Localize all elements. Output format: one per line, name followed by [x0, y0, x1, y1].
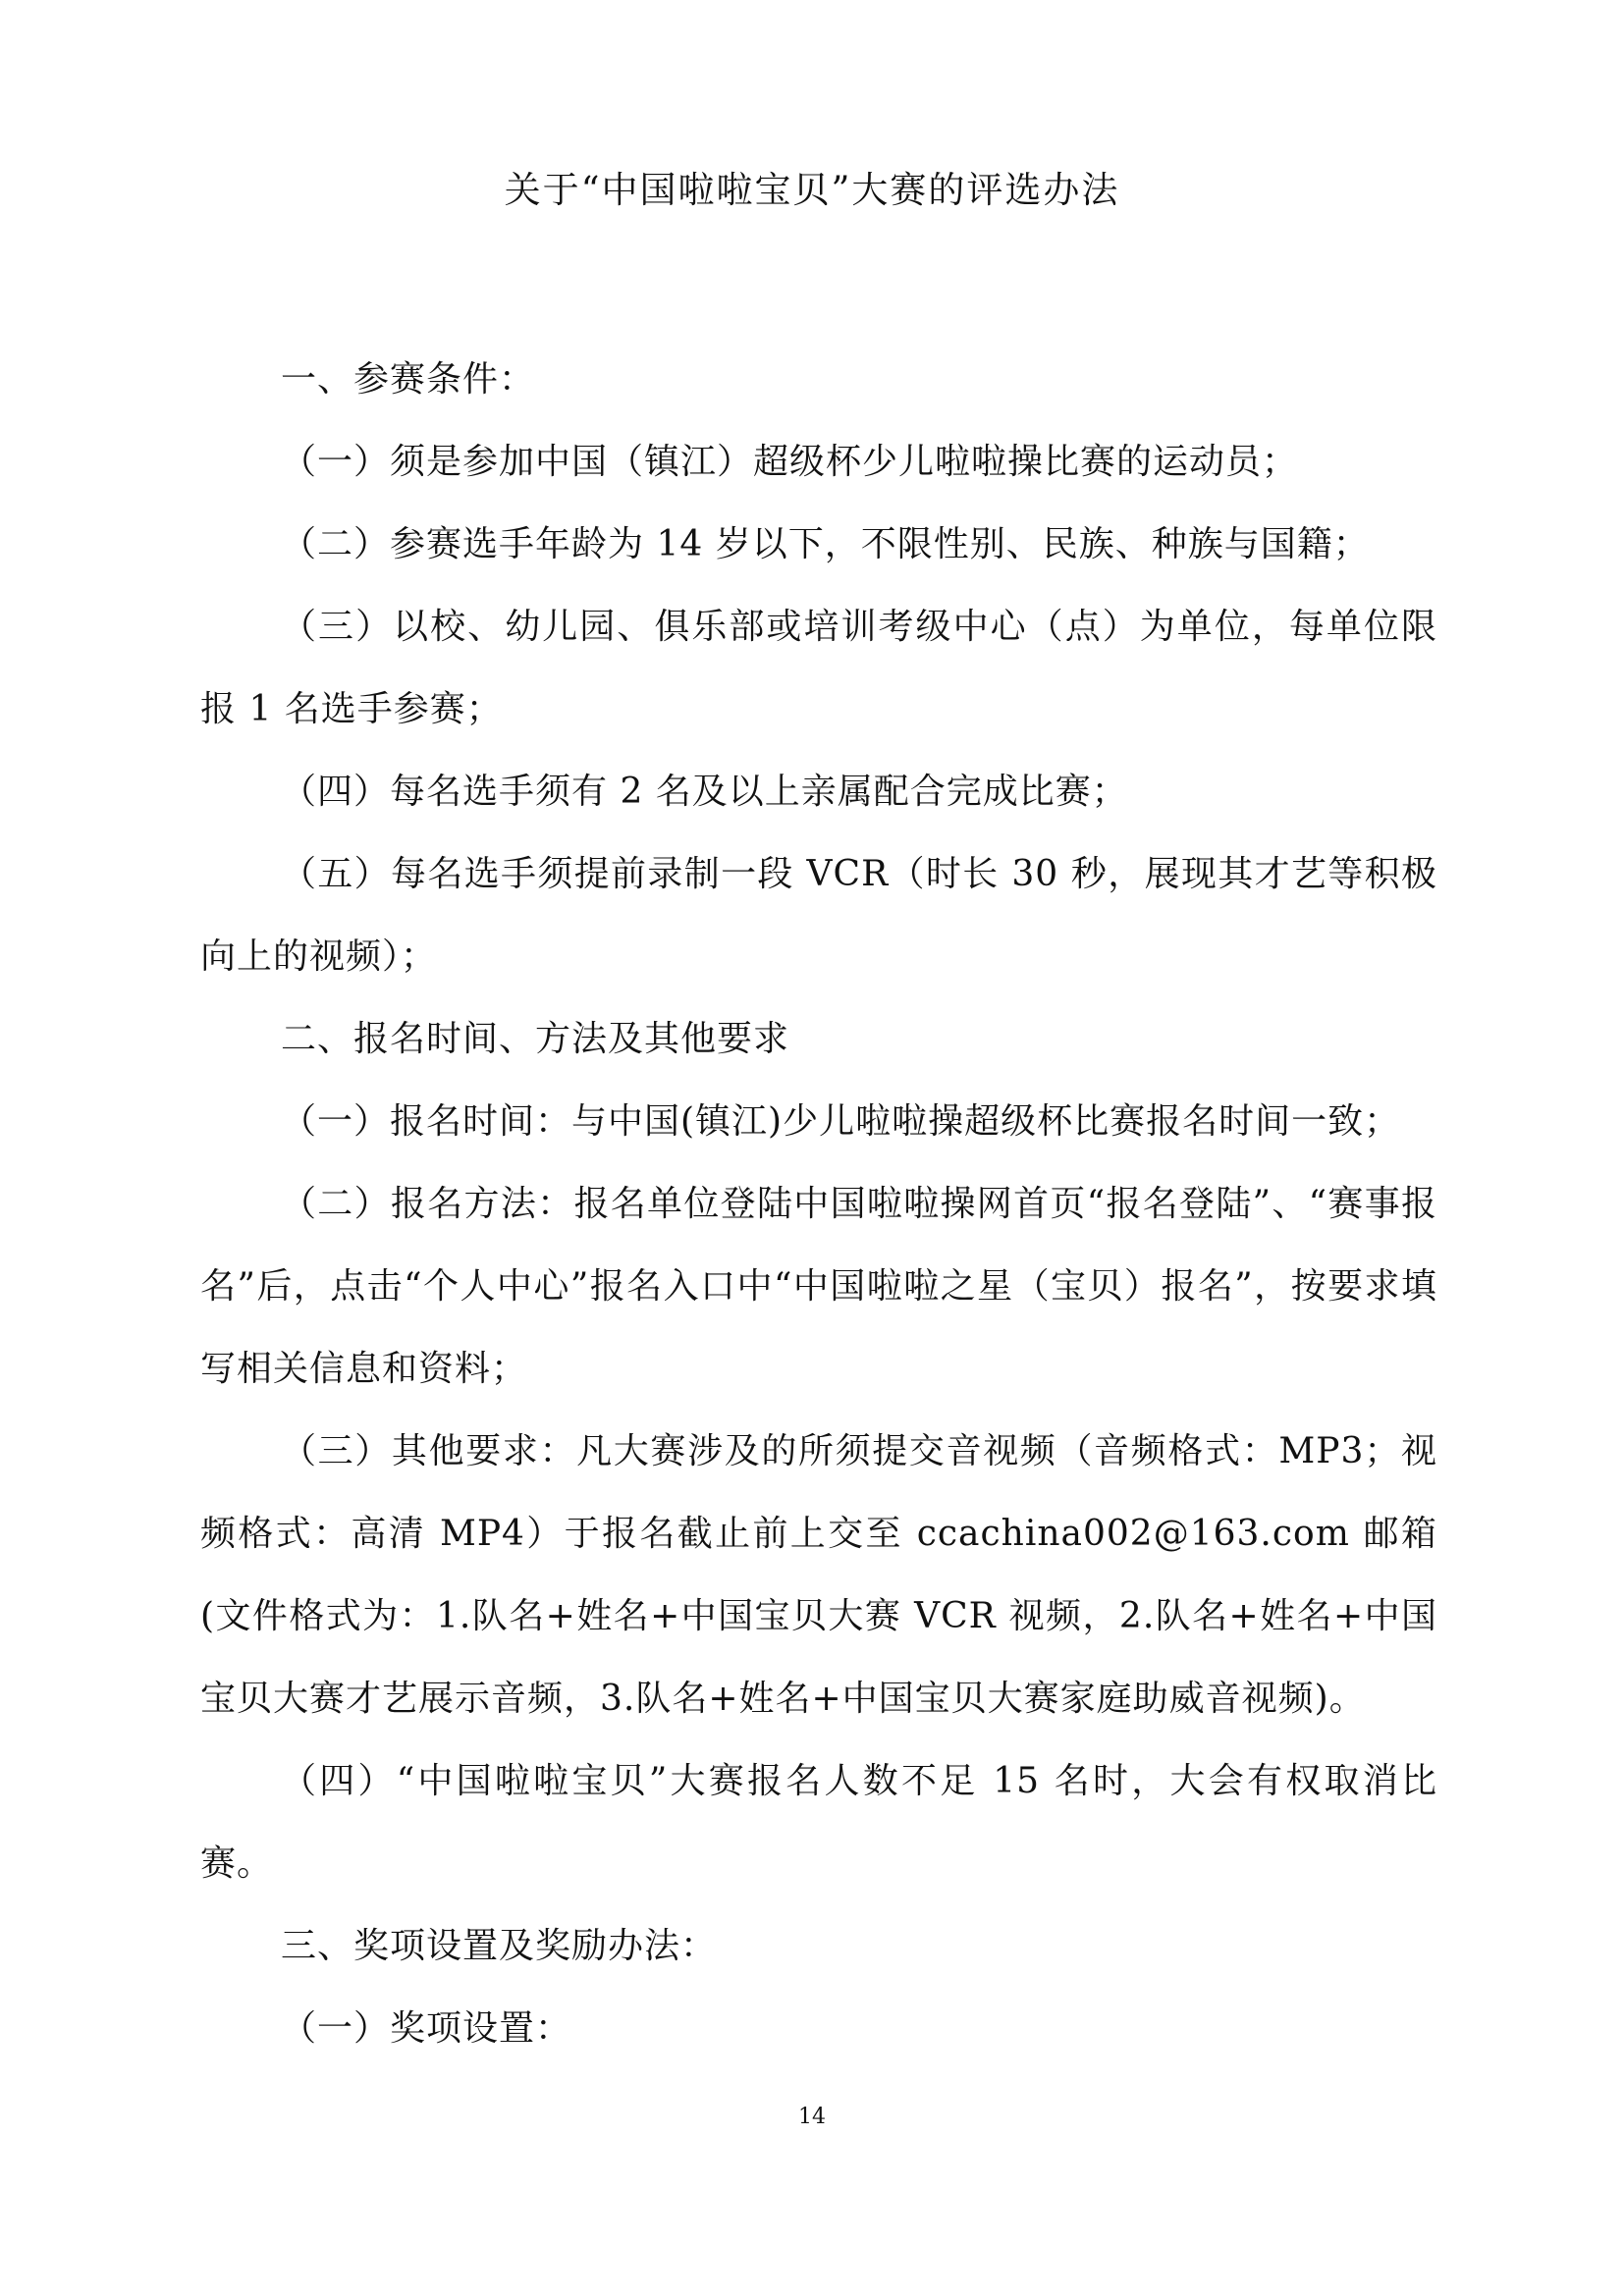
paragraph-registration-method: （二）报名方法：报名单位登陆中国啦啦操网首页“报名登陆”、“赛事报名”后，点击“个人中心”报名入口中“中国啦啦之星（宝贝）报名”，按要求填写相关信息和资料；	[200, 1184, 1437, 1389]
section-1-heading: 一、参赛条件：	[281, 359, 536, 400]
document-title: 关于“中国啦啦宝贝”大赛的评选办法	[504, 169, 1120, 211]
section-3-heading: 三、奖项设置及奖励办法：	[281, 1926, 718, 1966]
section-2-heading: 二、报名时间、方法及其他要求	[281, 1019, 790, 1059]
paragraph-eligibility-5: （五）每名选手须提前录制一段 VCR（时长 30 秒，展现其才艺等积极向上的视频）；	[200, 854, 1437, 977]
paragraph-registration-time: （一）报名时间：与中国(镇江)少儿啦啦操超级杯比赛报名时间一致；	[281, 1101, 1401, 1142]
paragraph-cancellation: （四）“中国啦啦宝贝”大赛报名人数不足 15 名时，大会有权取消比赛。	[200, 1761, 1437, 1884]
paragraph-award-setup: （一）奖项设置：	[281, 2008, 572, 2049]
paragraph-eligibility-3: （三）以校、幼儿园、俱乐部或培训考级中心（点）为单位，每单位限报 1 名选手参赛；	[200, 607, 1437, 729]
paragraph-eligibility-4: （四）每名选手须有 2 名及以上亲属配合完成比赛；	[281, 772, 1128, 812]
page-number: 14	[798, 2105, 826, 2129]
document-body	[200, 339, 1437, 2070]
paragraph-other-requirements: （三）其他要求：凡大赛涉及的所须提交音视频（音频格式：MP3；视频格式：高清 MP4）于报名截止前上交至 ccachina002@163.com 邮箱(文件格式为：1.队名+姓名+中国宝贝大赛 VCR 视频，2.队名+姓名+中国宝贝大赛才艺展示音频，3.队名+姓名+中国宝贝大赛家庭助威音视频)。	[200, 1431, 1437, 1719]
paragraph-eligibility-2: （二）参赛选手年龄为 14 岁以下，不限性别、民族、种族与国籍；	[281, 524, 1370, 564]
paragraph-eligibility-1: （一）须是参加中国（镇江）超级杯少儿啦啦操比赛的运动员；	[281, 442, 1299, 482]
